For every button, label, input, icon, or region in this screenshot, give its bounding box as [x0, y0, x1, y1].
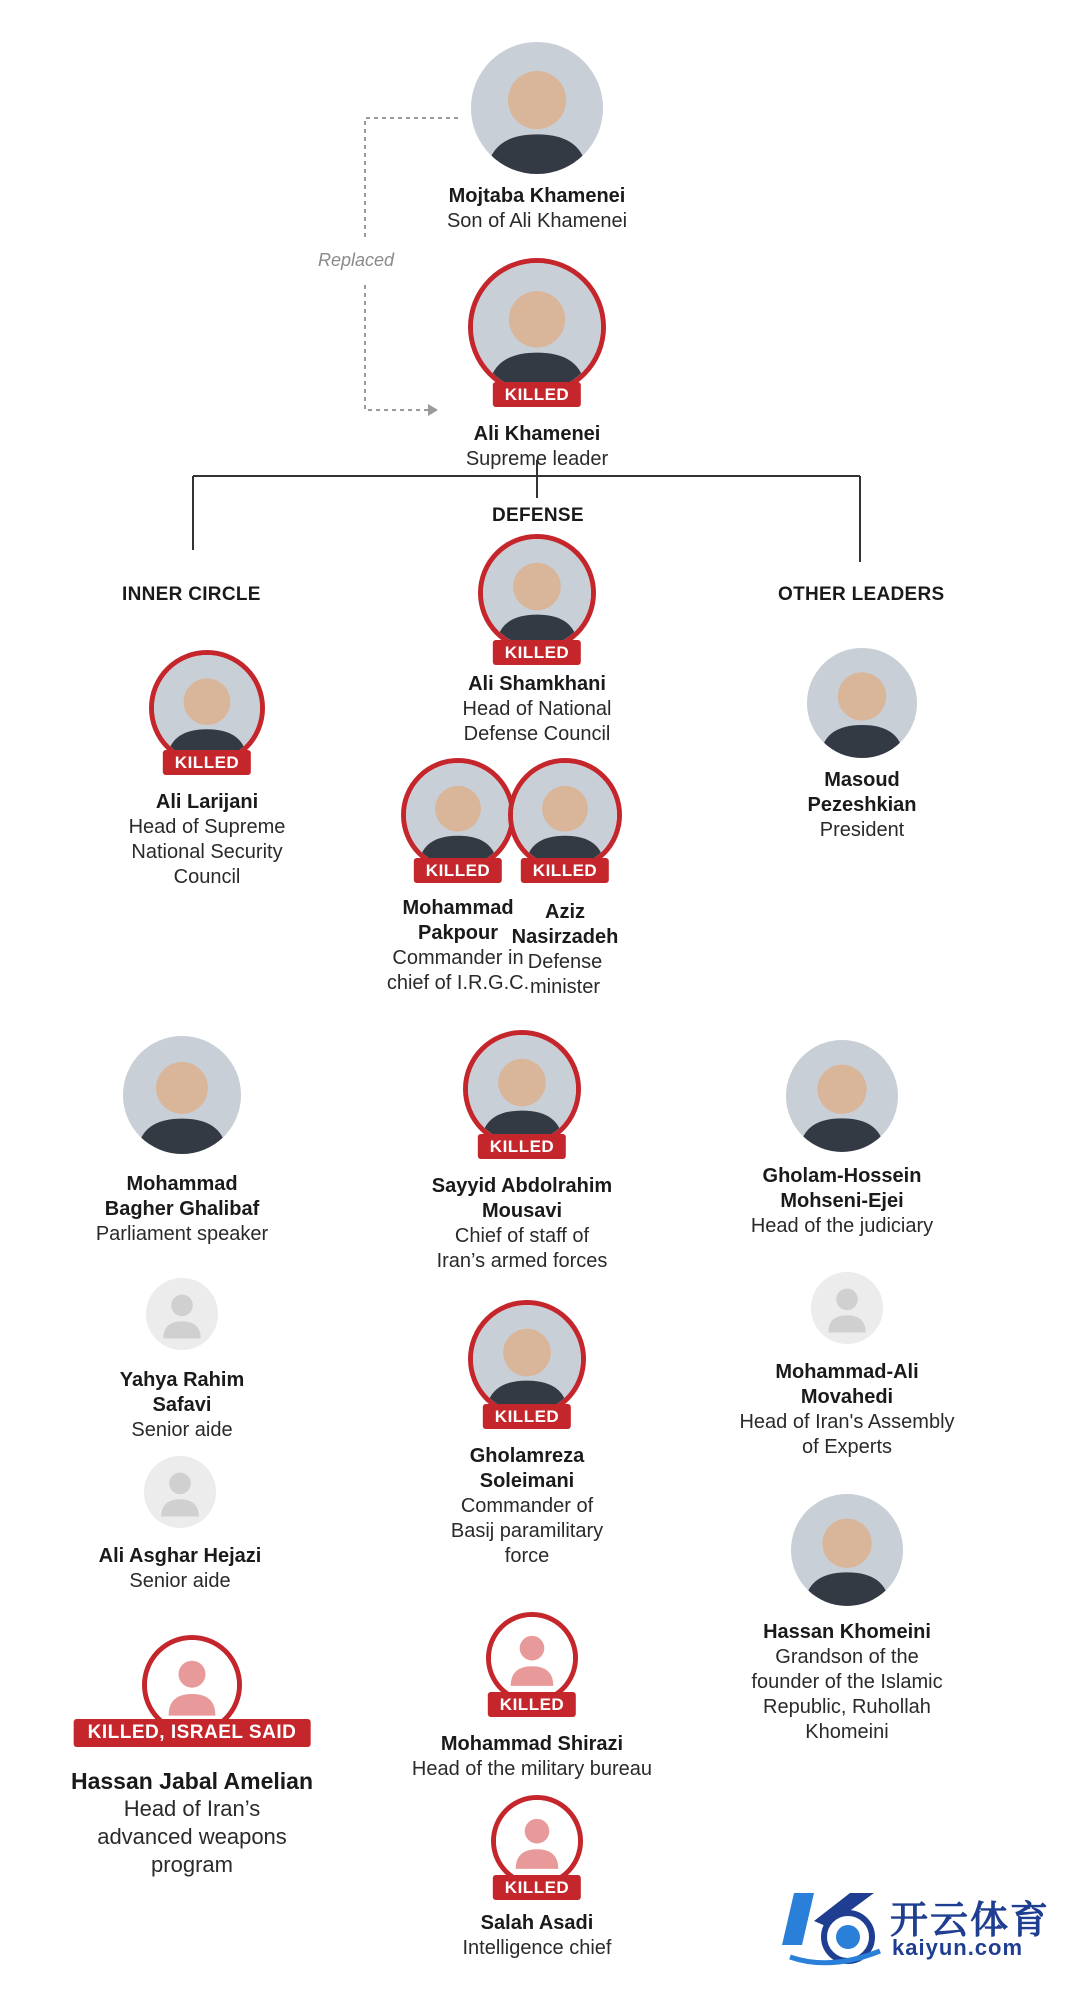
person-name: Yahya Rahim Safavi [119, 1369, 245, 1416]
killed-badge: KILLED [163, 750, 251, 775]
person-role: Defense minister [527, 951, 603, 998]
person-silhouette-icon [154, 655, 260, 761]
kaiyun-watermark [780, 1885, 1060, 1970]
person-silhouette-icon [473, 1305, 581, 1413]
portrait-photo [786, 1040, 898, 1152]
placeholder-avatar-icon [486, 1612, 578, 1704]
person-masoud-pezeshkian [752, 648, 972, 843]
placeholder-avatar-icon [146, 1278, 218, 1350]
person-hassan-khomeini [737, 1494, 957, 1745]
person-role: Commander in chief of I.R.G.C. [386, 947, 530, 994]
person-silhouette-icon [807, 648, 917, 758]
person-name: Ali Asghar Hejazi [98, 1545, 262, 1567]
section-other-leaders: OTHER LEADERS [778, 584, 945, 605]
person-name: Mohammad Pakpour [402, 897, 514, 944]
person-role: Head of the military bureau [411, 1758, 653, 1780]
person-role: Chief of staff of Iran’s armed forces [436, 1225, 608, 1272]
person-ali-asghar-hejazi [70, 1456, 290, 1594]
portrait-photo [478, 534, 596, 652]
person-silhouette-icon [144, 1456, 216, 1528]
person-yahya-rahim-safavi [72, 1278, 292, 1443]
person-ali-larijani [97, 650, 317, 890]
person-silhouette-icon [483, 539, 591, 647]
person-name: Salah Asadi [480, 1912, 594, 1934]
person-sayyid-abdolrahim-mousavi [412, 1030, 632, 1274]
killed-badge: KILLED [478, 1134, 566, 1159]
person-silhouette-icon [468, 1035, 576, 1143]
person-silhouette-icon [496, 1800, 578, 1882]
person-role: Head of Supreme National Security Council [128, 816, 286, 888]
person-role: Head of the judiciary [750, 1215, 934, 1237]
person-silhouette-icon [123, 1036, 241, 1154]
person-role: President [819, 819, 905, 841]
portrait-photo [463, 1030, 581, 1148]
person-name: Masoud Pezeshkian [807, 769, 917, 816]
person-silhouette-icon [491, 1617, 573, 1699]
placeholder-avatar-icon [491, 1795, 583, 1887]
person-name: Gholam-Hossein Mohseni-Ejei [762, 1165, 922, 1212]
person-role: Senior aide [131, 1419, 233, 1441]
person-name: Hassan Khomeini [763, 1621, 931, 1643]
person-aziz-nasirzadeh [490, 758, 640, 1000]
person-role: Parliament speaker [95, 1223, 269, 1245]
replaced-label: Replaced [318, 250, 395, 270]
person-role: Head of Iran’s advanced weapons program [97, 1796, 287, 1877]
killed-badge: KILLED, ISRAEL SAID [74, 1719, 311, 1747]
placeholder-avatar-icon [144, 1456, 216, 1528]
person-role: Supreme leader [465, 448, 609, 470]
person-name: Sayyid Abdolrahim Mousavi [431, 1175, 613, 1222]
person-role: Head of National Defense Council [462, 698, 612, 745]
kaiyun-logo-icon [780, 1885, 888, 1970]
section-inner-circle: INNER CIRCLE [122, 584, 261, 605]
person-ali-shamkhani [427, 534, 647, 747]
person-silhouette-icon [811, 1272, 883, 1344]
portrait-photo [468, 1300, 586, 1418]
killed-badge: KILLED [493, 1875, 581, 1900]
person-role: Senior aide [129, 1570, 231, 1592]
killed-badge: KILLED [493, 640, 581, 665]
person-gholamreza-soleimani [417, 1300, 637, 1569]
person-silhouette-icon [513, 763, 617, 867]
person-name: Ali Larijani [155, 791, 259, 813]
person-name: Aziz Nasirzadeh [511, 901, 619, 948]
person-name: Mohammad Shirazi [440, 1733, 624, 1755]
person-name: Ali Khamenei [473, 423, 601, 445]
portrait-photo [468, 258, 606, 396]
person-salah-asadi [387, 1795, 687, 1961]
killed-badge: KILLED [493, 382, 581, 407]
person-silhouette-icon [473, 263, 601, 391]
person-mohammad-ali-movahedi [737, 1272, 957, 1460]
portrait-photo [791, 1494, 903, 1606]
placeholder-avatar-icon [811, 1272, 883, 1344]
person-silhouette-icon [146, 1278, 218, 1350]
person-name: Gholamreza Soleimani [469, 1445, 585, 1492]
person-hassan-jabal-amelian [22, 1635, 362, 1879]
person-name: Ali Shamkhani [468, 673, 606, 695]
killed-badge: KILLED [488, 1692, 576, 1717]
portrait-photo [508, 758, 622, 872]
killed-badge: KILLED [414, 858, 502, 883]
person-role: Grandson of the founder of the Islamic Republic, Ruhollah Khomeini [751, 1646, 943, 1743]
person-silhouette-icon [786, 1040, 898, 1152]
person-role: Son of Ali Khamenei [446, 210, 628, 232]
person-name: Mohammad Bagher Ghalibaf [104, 1173, 260, 1220]
person-ali-khamenei [387, 258, 687, 472]
person-silhouette-icon [791, 1494, 903, 1606]
person-name: Hassan Jabal Amelian [70, 1768, 314, 1794]
person-name: Mohammad-Ali Movahedi [775, 1361, 919, 1408]
portrait-photo [123, 1036, 241, 1154]
watermark-chinese-text: 开云体育 [890, 1900, 1051, 1942]
person-role: Intelligence chief [462, 1937, 612, 1959]
person-mohammad-bagher-ghalibaf [72, 1036, 292, 1247]
person-mohammad-shirazi [362, 1612, 702, 1782]
killed-badge: KILLED [483, 1404, 571, 1429]
killed-badge: KILLED [521, 858, 609, 883]
person-gholam-hossein-mohseni-ejei [732, 1040, 952, 1239]
person-name: Mojtaba Khamenei [448, 185, 626, 207]
person-role: Head of Iran's Assembly of Experts [739, 1411, 955, 1458]
portrait-photo [149, 650, 265, 766]
person-mojtaba-khamenei [387, 42, 687, 234]
person-silhouette-icon [147, 1640, 237, 1730]
portrait-photo [807, 648, 917, 758]
section-defense: DEFENSE [492, 505, 584, 526]
person-role: Commander of Basij paramilitary force [450, 1495, 604, 1567]
portrait-photo [471, 42, 603, 174]
watermark-url-text: kaiyun.com [892, 1935, 1024, 1960]
person-silhouette-icon [471, 42, 603, 174]
